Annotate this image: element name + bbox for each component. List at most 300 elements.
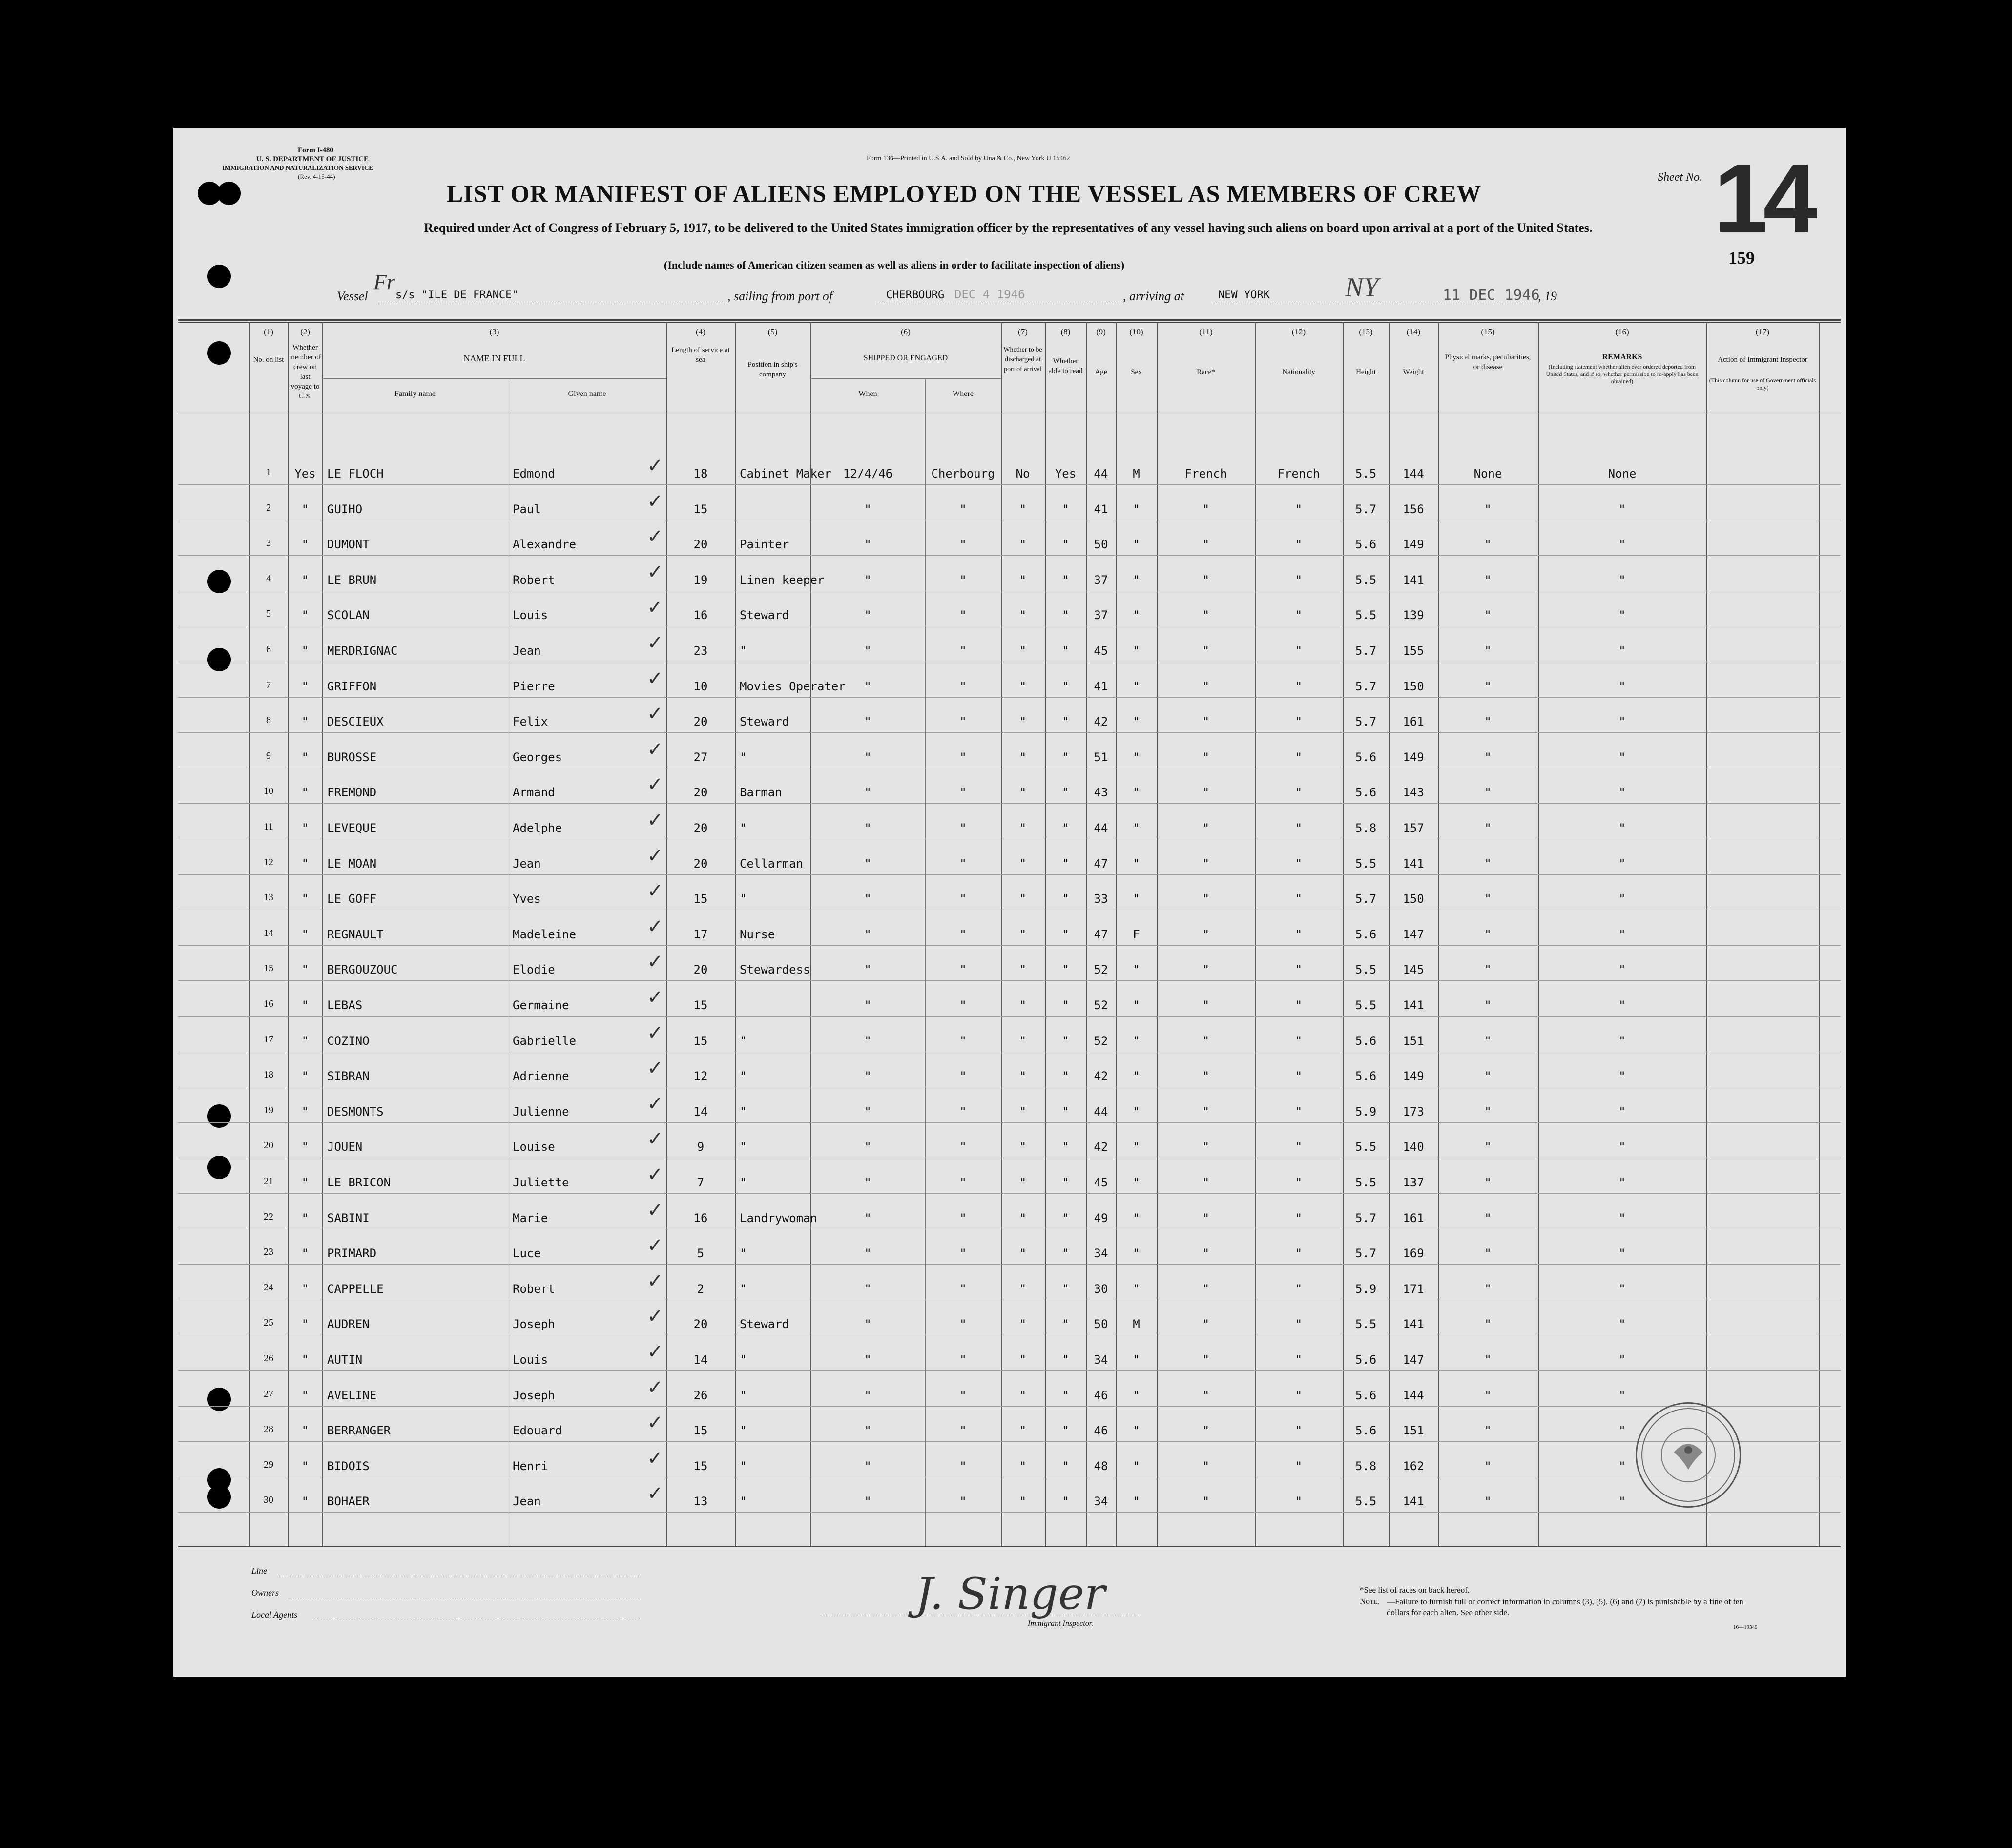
cell-given-name: Joseph <box>513 1388 555 1402</box>
cell-remarks: " <box>1618 927 1626 941</box>
col-head-5: Position in ship's company <box>747 361 798 378</box>
cell-marks: " <box>1484 1176 1492 1189</box>
cell-family-name: BOHAER <box>327 1495 370 1509</box>
cell-no: 29 <box>264 1459 273 1470</box>
cell-no: 3 <box>266 538 271 549</box>
cell-height: 5.7 <box>1355 715 1377 729</box>
subhead-when: When <box>858 390 877 398</box>
cell-read: " <box>1062 1246 1069 1261</box>
cell-where: " <box>959 1140 967 1154</box>
cell-weight: 169 <box>1403 1246 1424 1261</box>
cell-crew: " <box>301 1034 309 1048</box>
cell-crew: " <box>301 1140 309 1154</box>
cell-service: 5 <box>697 1246 705 1261</box>
cell-position: " <box>740 1176 747 1189</box>
cell-weight: 155 <box>1403 644 1424 658</box>
check-mark-icon: ✓ <box>647 1021 664 1044</box>
cell-when: " <box>864 573 871 587</box>
cell-read: " <box>1062 538 1069 552</box>
cell-height: 5.7 <box>1355 502 1377 516</box>
cell-read: " <box>1062 1104 1069 1119</box>
port-to-annotation: NY <box>1345 272 1379 303</box>
cell-age: 45 <box>1094 1176 1108 1189</box>
cell-service: 27 <box>693 750 708 764</box>
cell-where: " <box>959 1034 967 1048</box>
cell-discharge: " <box>1019 1104 1027 1119</box>
cell-age: 52 <box>1094 998 1108 1012</box>
row-rule <box>178 1512 1841 1513</box>
check-mark-icon: ✓ <box>647 1163 664 1185</box>
cell-crew: " <box>301 1459 309 1473</box>
cell-no: 14 <box>264 927 273 938</box>
cell-service: 26 <box>693 1388 708 1402</box>
col-divider <box>1706 323 1707 1546</box>
cell-marks: " <box>1484 573 1492 587</box>
cell-height: 5.8 <box>1355 1459 1377 1473</box>
cell-no: 4 <box>266 573 271 584</box>
cell-marks: " <box>1484 892 1492 906</box>
cell-sex: " <box>1133 538 1140 552</box>
cell-family-name: DESCIEUX <box>327 715 384 729</box>
cell-discharge: " <box>1019 502 1027 516</box>
punch-hole <box>207 1485 231 1509</box>
cell-service: 10 <box>693 679 708 693</box>
cell-discharge: " <box>1019 1495 1027 1509</box>
col-num-14: (14) <box>1406 327 1421 336</box>
col-head-12: Nationality <box>1282 368 1315 376</box>
cell-when: " <box>864 963 871 977</box>
cell-given-name: Julienne <box>513 1104 569 1119</box>
cell-where: " <box>959 750 967 764</box>
cell-service: 15 <box>693 502 708 516</box>
cell-family-name: BUROSSE <box>327 750 377 764</box>
cell-nationality: " <box>1295 1034 1303 1048</box>
sailing-label: , sailing from port of <box>727 289 833 303</box>
cell-marks: " <box>1484 786 1492 800</box>
cell-read: " <box>1062 679 1069 693</box>
cell-discharge: " <box>1019 927 1027 941</box>
cell-sex: " <box>1133 892 1140 906</box>
cell-nationality: " <box>1295 963 1303 977</box>
col-head-11: Race* <box>1197 368 1215 376</box>
subhead-where: Where <box>953 390 974 398</box>
cell-family-name: COZINO <box>327 1034 370 1048</box>
punch-hole <box>217 182 241 205</box>
check-mark-icon: ✓ <box>647 561 664 583</box>
cell-service: 15 <box>693 892 708 906</box>
cell-race: " <box>1202 1211 1210 1225</box>
cell-when: " <box>864 679 871 693</box>
cell-race: " <box>1202 1388 1210 1402</box>
cell-when: " <box>864 1069 871 1083</box>
cell-height: 5.7 <box>1355 892 1377 906</box>
cell-given-name: Armand <box>513 786 555 800</box>
cell-discharge: " <box>1019 1424 1027 1438</box>
row-rule <box>178 1370 1841 1371</box>
note-label: Note. <box>1360 1597 1379 1606</box>
col-num-10: (10) <box>1129 327 1143 336</box>
cell-sex: " <box>1133 644 1140 658</box>
cell-age: 34 <box>1094 1246 1108 1261</box>
cell-no: 2 <box>266 502 271 513</box>
cell-remarks: " <box>1618 963 1626 977</box>
cell-when: " <box>864 1282 871 1296</box>
cell-weight: 149 <box>1403 538 1424 552</box>
cell-height: 5.5 <box>1355 856 1377 871</box>
cell-marks: " <box>1484 998 1492 1012</box>
cell-family-name: GRIFFON <box>327 679 377 693</box>
cell-nationality: " <box>1295 715 1303 729</box>
cell-age: 43 <box>1094 786 1108 800</box>
cell-marks: " <box>1484 608 1492 623</box>
vessel-label: Vessel <box>337 289 368 303</box>
cell-crew: " <box>301 1353 309 1367</box>
cell-remarks: " <box>1618 538 1626 552</box>
cell-service: 20 <box>693 963 708 977</box>
cell-crew: " <box>301 1069 309 1083</box>
cell-marks: " <box>1484 821 1492 835</box>
cell-position: " <box>740 1246 747 1261</box>
cell-age: 37 <box>1094 573 1108 587</box>
cell-age: 45 <box>1094 644 1108 658</box>
cell-position: " <box>740 1459 747 1473</box>
cell-remarks: " <box>1618 1211 1626 1225</box>
cell-no: 5 <box>266 608 271 620</box>
cell-service: 19 <box>693 573 708 587</box>
cell-when: " <box>864 608 871 623</box>
cell-family-name: SABINI <box>327 1211 370 1225</box>
cell-family-name: BERRANGER <box>327 1424 391 1438</box>
cell-crew: " <box>301 1495 309 1509</box>
cell-family-name: LE FLOCH <box>327 467 384 480</box>
cell-discharge: " <box>1019 573 1027 587</box>
cell-given-name: Alexandre <box>513 538 577 552</box>
cell-service: 15 <box>693 998 708 1012</box>
cell-no: 13 <box>264 892 273 903</box>
cell-family-name: SIBRAN <box>327 1069 370 1083</box>
punch-hole <box>207 570 231 593</box>
cell-nationality: " <box>1295 1246 1303 1261</box>
cell-nationality: " <box>1295 1495 1303 1509</box>
col-num-11: (11) <box>1199 327 1213 336</box>
cell-where: " <box>959 1069 967 1083</box>
col-num-1: (1) <box>264 327 273 336</box>
cell-age: 50 <box>1094 538 1108 552</box>
cell-when: " <box>864 998 871 1012</box>
cell-sex: M <box>1133 1317 1140 1331</box>
cell-service: 16 <box>693 608 708 623</box>
cell-nationality: " <box>1295 644 1303 658</box>
cell-remarks: " <box>1618 1388 1626 1402</box>
cell-position: Steward <box>740 1317 789 1331</box>
cell-given-name: Louis <box>513 1353 548 1367</box>
cell-given-name: Louis <box>513 608 548 623</box>
cell-weight: 143 <box>1403 786 1424 800</box>
cell-where: " <box>959 538 967 552</box>
cell-read: " <box>1062 1424 1069 1438</box>
row-rule <box>178 1264 1841 1265</box>
port-stamp: DEC 4 1946 <box>954 288 1025 301</box>
cell-read: " <box>1062 892 1069 906</box>
cell-remarks: " <box>1618 715 1626 729</box>
row-rule <box>178 1193 1841 1194</box>
cell-nationality: " <box>1295 1069 1303 1083</box>
cell-remarks: " <box>1618 1353 1626 1367</box>
cell-given-name: Adrienne <box>513 1069 569 1083</box>
cell-read: " <box>1062 715 1069 729</box>
cell-read: " <box>1062 856 1069 871</box>
cell-given-name: Yves <box>513 892 541 906</box>
cell-position: " <box>740 1353 747 1367</box>
cell-crew: " <box>301 1424 309 1438</box>
cell-family-name: LE MOAN <box>327 856 377 871</box>
cell-remarks: " <box>1618 856 1626 871</box>
check-mark-icon: ✓ <box>647 738 664 760</box>
cell-nationality: " <box>1295 856 1303 871</box>
port-from: CHERBOURG <box>886 289 945 301</box>
cell-no: 9 <box>266 750 271 761</box>
arrival-date: 11 DEC 1946 <box>1443 287 1540 304</box>
cell-sex: " <box>1133 679 1140 693</box>
sheet-number: 14 <box>1714 144 1813 253</box>
port-to: NEW YORK <box>1218 289 1270 301</box>
cell-crew: " <box>301 1211 309 1225</box>
cell-service: 15 <box>693 1424 708 1438</box>
cell-sex: " <box>1133 1069 1140 1083</box>
col-head-8: Whether able to read <box>1048 357 1083 375</box>
cell-sex: " <box>1133 1495 1140 1509</box>
check-mark-icon: ✓ <box>647 844 664 867</box>
cell-read: " <box>1062 821 1069 835</box>
check-mark-icon: ✓ <box>647 490 664 512</box>
punch-hole <box>207 1156 231 1179</box>
cell-nationality: " <box>1295 1211 1303 1225</box>
cell-service: 14 <box>693 1104 708 1119</box>
cell-where: " <box>959 927 967 941</box>
check-mark-icon: ✓ <box>647 809 664 831</box>
col-divider <box>1819 323 1820 1546</box>
cell-discharge: " <box>1019 1246 1027 1261</box>
name-subhead-divider <box>322 378 666 379</box>
cell-position: " <box>740 750 747 764</box>
cell-remarks: " <box>1618 644 1626 658</box>
col-head-3: NAME IN FULL <box>463 353 525 363</box>
cell-height: 5.6 <box>1355 1069 1377 1083</box>
cell-nationality: " <box>1295 679 1303 693</box>
row-rule <box>178 1016 1841 1017</box>
cell-position: " <box>740 1104 747 1119</box>
cell-height: 5.5 <box>1355 1176 1377 1189</box>
cell-service: 23 <box>693 644 708 658</box>
row-rule <box>178 980 1841 981</box>
col-num-12: (12) <box>1291 327 1306 336</box>
cell-read: " <box>1062 1034 1069 1048</box>
cell-no: 17 <box>264 1034 273 1045</box>
check-mark-icon: ✓ <box>647 1199 664 1221</box>
action-note: (This column for use of Government officials only) <box>1709 377 1816 391</box>
races-note: *See list of races on back hereof. <box>1360 1585 1470 1595</box>
cell-where: Cherbourg <box>931 467 995 480</box>
cell-remarks: " <box>1618 1495 1626 1509</box>
cell-position: Steward <box>740 715 789 729</box>
cell-when: " <box>864 1140 871 1154</box>
cell-where: " <box>959 1495 967 1509</box>
col-head-9: Age <box>1095 368 1107 376</box>
cell-discharge: " <box>1019 963 1027 977</box>
cell-when: " <box>864 1176 871 1189</box>
cell-nationality: " <box>1295 538 1303 552</box>
cell-family-name: SCOLAN <box>327 608 370 623</box>
cell-no: 26 <box>264 1353 273 1364</box>
cell-weight: 171 <box>1403 1282 1424 1296</box>
row-rule <box>178 874 1841 875</box>
cell-family-name: DESMONTS <box>327 1104 384 1119</box>
cell-remarks: " <box>1618 502 1626 516</box>
cell-weight: 161 <box>1403 715 1424 729</box>
cell-remarks: " <box>1618 786 1626 800</box>
cell-crew: " <box>301 573 309 587</box>
check-mark-icon: ✓ <box>647 1269 664 1292</box>
cell-sex: " <box>1133 1353 1140 1367</box>
cell-given-name: Paul <box>513 502 541 516</box>
cell-crew: " <box>301 750 309 764</box>
cell-read: " <box>1062 1282 1069 1296</box>
check-mark-icon: ✓ <box>647 1341 664 1363</box>
cell-age: 37 <box>1094 608 1108 623</box>
cell-no: 10 <box>264 786 273 797</box>
cell-age: 52 <box>1094 1034 1108 1048</box>
cell-marks: " <box>1484 1069 1492 1083</box>
punch-hole <box>207 648 231 671</box>
form-code: 16—19349 <box>1733 1624 1758 1630</box>
cell-no: 1 <box>266 467 271 478</box>
cell-remarks: " <box>1618 892 1626 906</box>
cell-no: 27 <box>264 1388 273 1399</box>
cell-no: 18 <box>264 1069 273 1080</box>
cell-crew: " <box>301 927 309 941</box>
cell-marks: " <box>1484 856 1492 871</box>
cell-age: 48 <box>1094 1459 1108 1473</box>
remarks-note: (Including statement whether alien ever ordered deported from United States, and if so, whether permission to re-apply has been obtained) <box>1546 363 1699 385</box>
cell-age: 30 <box>1094 1282 1108 1296</box>
cell-age: 41 <box>1094 679 1108 693</box>
cell-read: " <box>1062 927 1069 941</box>
cell-where: " <box>959 573 967 587</box>
cell-when: " <box>864 1459 871 1473</box>
cell-position: Movies Operater <box>740 679 846 693</box>
cell-where: " <box>959 998 967 1012</box>
cell-remarks: " <box>1618 1069 1626 1083</box>
cell-nationality: French <box>1277 467 1320 480</box>
cell-read: " <box>1062 1140 1069 1154</box>
cell-race: " <box>1202 1140 1210 1154</box>
cell-weight: 149 <box>1403 1069 1424 1083</box>
cell-age: 46 <box>1094 1424 1108 1438</box>
cell-age: 42 <box>1094 715 1108 729</box>
cell-sex: " <box>1133 1034 1140 1048</box>
cell-weight: 151 <box>1403 1034 1424 1048</box>
cell-race: " <box>1202 679 1210 693</box>
cell-service: 20 <box>693 715 708 729</box>
cell-nationality: " <box>1295 821 1303 835</box>
cell-height: 5.5 <box>1355 963 1377 977</box>
cell-family-name: PRIMARD <box>327 1246 377 1261</box>
cell-family-name: LEBAS <box>327 998 363 1012</box>
cell-no: 16 <box>264 998 273 1009</box>
cell-position: Linen keeper <box>740 573 825 587</box>
cell-discharge: " <box>1019 1459 1027 1473</box>
cell-no: 28 <box>264 1424 273 1435</box>
cell-service: 18 <box>693 467 708 480</box>
cell-service: 9 <box>697 1140 705 1154</box>
cell-position: " <box>740 1282 747 1296</box>
cell-race: " <box>1202 538 1210 552</box>
cell-sex: " <box>1133 786 1140 800</box>
cell-weight: 147 <box>1403 927 1424 941</box>
cell-service: 16 <box>693 1211 708 1225</box>
cell-height: 5.9 <box>1355 1104 1377 1119</box>
col-divider <box>735 323 736 1546</box>
cell-marks: " <box>1484 1459 1492 1473</box>
cell-remarks: " <box>1618 608 1626 623</box>
check-mark-icon: ✓ <box>647 632 664 654</box>
col-head-17: Action of Immigrant Inspector <box>1718 356 1807 364</box>
cell-given-name: Edouard <box>513 1424 562 1438</box>
row-rule <box>178 697 1841 698</box>
cell-remarks: " <box>1618 750 1626 764</box>
cell-given-name: Louise <box>513 1140 555 1154</box>
cell-nationality: " <box>1295 1353 1303 1367</box>
cell-given-name: Jean <box>513 856 541 871</box>
cell-weight: 173 <box>1403 1104 1424 1119</box>
col-num-17: (17) <box>1755 327 1770 336</box>
cell-weight: 144 <box>1403 1388 1424 1402</box>
cell-read: Yes <box>1055 467 1077 480</box>
cell-discharge: " <box>1019 608 1027 623</box>
cell-position: " <box>740 821 747 835</box>
cell-weight: 151 <box>1403 1424 1424 1438</box>
cell-where: " <box>959 1388 967 1402</box>
cell-weight: 150 <box>1403 892 1424 906</box>
consulate-seal-icon <box>1639 1406 1737 1504</box>
shipped-subhead-divider <box>810 378 1001 379</box>
cell-age: 34 <box>1094 1353 1108 1367</box>
cell-read: " <box>1062 750 1069 764</box>
cell-remarks: " <box>1618 998 1626 1012</box>
cell-marks: " <box>1484 715 1492 729</box>
cell-crew: " <box>301 679 309 693</box>
cell-age: 47 <box>1094 856 1108 871</box>
cell-race: " <box>1202 1282 1210 1296</box>
check-mark-icon: ✓ <box>647 1092 664 1115</box>
cell-position: Steward <box>740 608 789 623</box>
cell-position: " <box>740 1388 747 1402</box>
cell-read: " <box>1062 644 1069 658</box>
cell-position: Cellarman <box>740 856 804 871</box>
revision: (Rev. 4-15-44) <box>298 173 335 180</box>
cell-race: " <box>1202 856 1210 871</box>
cell-position: " <box>740 644 747 658</box>
cell-sex: " <box>1133 750 1140 764</box>
cell-weight: 161 <box>1403 1211 1424 1225</box>
cell-height: 5.7 <box>1355 644 1377 658</box>
cell-sex: " <box>1133 1104 1140 1119</box>
cell-where: " <box>959 1176 967 1189</box>
cell-where: " <box>959 715 967 729</box>
cell-height: 5.5 <box>1355 608 1377 623</box>
cell-sex: " <box>1133 1459 1140 1473</box>
cell-marks: None <box>1473 467 1502 480</box>
